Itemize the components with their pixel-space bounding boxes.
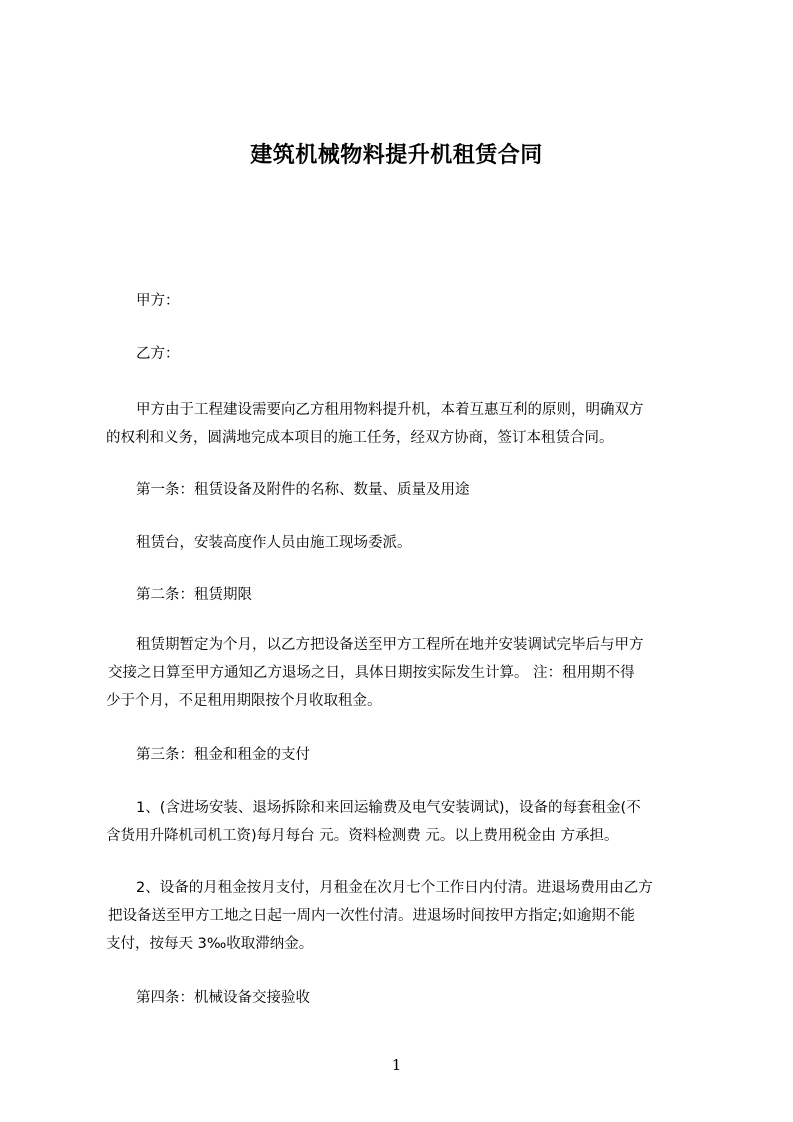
article-1-body: 租赁台，安装高度作人员由施工现场委派。 <box>136 535 412 551</box>
article-1-heading: 第一条：租赁设备及附件的名称、数量、质量及用途 <box>136 482 470 498</box>
intro-line-2: 的权利和义务，圆满地完成本项目的施工任务，经双方协商，签订本租赁合同。 <box>106 430 614 446</box>
party-b-label: 乙方： <box>136 346 180 362</box>
article-2-heading: 第二条：租赁期限 <box>136 587 252 603</box>
article-3-item-2-line-3: 支付，按每天 3‰收取滞纳金。 <box>106 936 314 952</box>
party-a-label: 甲方： <box>136 293 180 309</box>
article-3-item-1-line-1: 1、(含进场安装、退场拆除和来回运输费及电气安装调试)，设备的每套租金(不 <box>136 800 641 816</box>
article-3-heading: 第三条：租金和租金的支付 <box>136 747 310 763</box>
article-2-line-1: 租赁期暂定为个月，以乙方把设备送至甲方工程所在地并安装调试完毕后与甲方 <box>136 637 644 653</box>
article-3-item-2-line-1: 2、设备的月租金按月支付，月租金在次月七个工作日内付清。进退场费用由乙方 <box>136 880 653 896</box>
article-4-heading: 第四条：机械设备交接验收 <box>136 990 310 1006</box>
page-number: 1 <box>391 1056 402 1074</box>
article-2-paragraph <box>106 631 706 715</box>
intro-paragraph <box>106 396 706 452</box>
document-title: 建筑机械物料提升机租赁合同 <box>250 143 543 168</box>
article-3-item-2 <box>106 874 706 958</box>
article-3-item-2-line-2: 把设备送至甲方工地之日起一周内一次性付清。进退场时间按甲方指定;如逾期不能 <box>108 908 635 924</box>
article-2-line-3: 少于个月，不足租用期限按个月收取租金。 <box>106 693 382 709</box>
article-3-item-1 <box>106 794 706 850</box>
article-2-line-2: 交接之日算至甲方通知乙方退场之日，具体日期按实际发生计算。 注：租用期不得 <box>108 665 635 681</box>
intro-line-1: 甲方由于工程建设需要向乙方租用物料提升机，本着互惠互利的原则，明确双方 <box>136 402 644 418</box>
article-3-item-1-line-2: 含货用升降机司机工资)每月每台 元。资料检测费 元。以上费用税金由 方承担。 <box>106 828 619 844</box>
